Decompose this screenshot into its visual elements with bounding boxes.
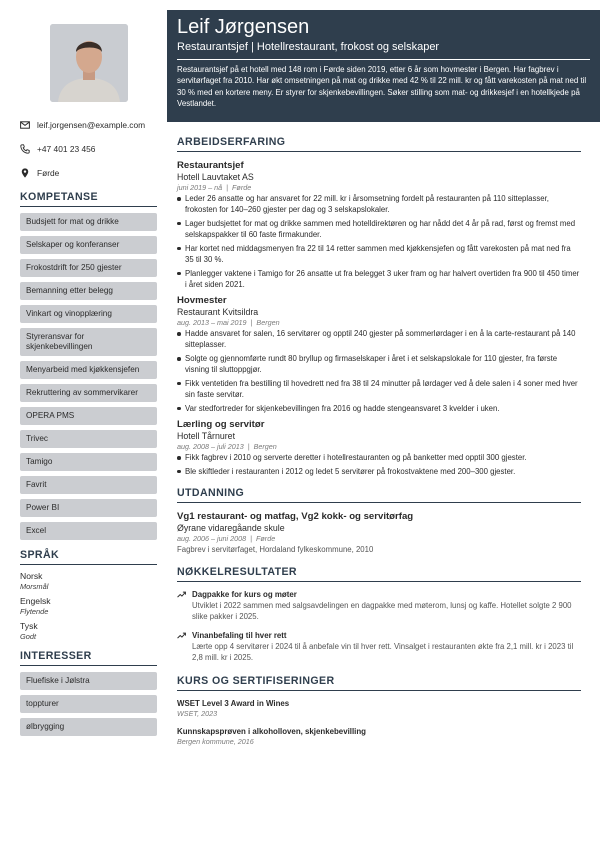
language-level: Godt	[20, 632, 37, 641]
job-title: Hovmester	[177, 295, 227, 307]
mail-icon	[20, 120, 30, 130]
language-name: Engelsk	[20, 596, 51, 606]
job-company: Hotell Lauvtaket AS	[177, 172, 254, 182]
job-title: Lærling og servitør	[177, 419, 265, 431]
meta-separator: |	[250, 318, 253, 328]
interests-section	[20, 650, 157, 736]
skills-heading: KOMPETANSE	[20, 191, 157, 207]
education-degree: Vg1 restaurant- og matfag, Vg2 kokk- og servitørfag	[177, 510, 414, 522]
education-dates: aug. 2006 – juni 2008	[177, 533, 247, 543]
skill-chip: Budsjett for mat og drikke	[20, 213, 157, 231]
certification-name: WSET Level 3 Award in Wines	[177, 698, 290, 708]
contact-email[interactable]	[20, 119, 157, 131]
trending-up-icon	[177, 632, 186, 639]
main-content	[177, 136, 581, 747]
job-bullets	[177, 452, 581, 477]
meta-separator: |	[250, 533, 253, 543]
meta-separator: |	[247, 442, 250, 452]
skill-chip: OPERA PMS	[20, 407, 157, 425]
skill-chip: Menyarbeid med kjøkkensjefen	[20, 361, 157, 379]
phone-icon	[20, 144, 30, 154]
job-dates: juni 2019 – nå	[177, 183, 223, 192]
languages-section	[20, 549, 157, 641]
contact-list	[20, 119, 157, 179]
skill-chip: Trivec	[20, 430, 157, 448]
job-bullet: Har kortet ned middagsmenyen fra 22 til 14 retter sammen med kjøkkensjefen og fått varekosten på mat ned fra 35 til 30 %.	[177, 243, 581, 265]
education-location: Førde	[256, 533, 276, 543]
job-bullet: Fikk fagbrev i 2010 og serverte deretter i hotellrestauranten og på banketter med opptil 300 gjester.	[177, 452, 581, 463]
contact-location	[20, 167, 157, 179]
avatar-photo-icon	[50, 24, 128, 102]
job-bullet: Leder 26 ansatte og har ansvaret for 22 mill. kr i årsomsetning fordelt på restauranten på 110 sitteplasser, frokosten for 140–260 gjester per dag og 3 selskapslokaler.	[177, 193, 581, 215]
job-meta	[177, 442, 581, 452]
profile-photo	[50, 24, 128, 102]
language-level: Morsmål	[20, 582, 49, 591]
email-text: leif.jorgensen@example.com	[37, 120, 146, 130]
education-note: Fagbrev i servitørfaget, Hordaland fylkeskommune, 2010	[177, 544, 374, 554]
achievement-title: Dagpakke for kurs og møter	[192, 589, 297, 599]
person-name: Leif Jørgensen	[177, 16, 310, 38]
skill-chip: Vinkart og vinopplæring	[20, 305, 157, 323]
job-bullets	[177, 193, 581, 290]
header-divider	[177, 59, 590, 60]
language-name: Tysk	[20, 621, 38, 631]
achievement-item	[177, 630, 581, 664]
achievement-body	[192, 630, 581, 664]
skill-chip: Favrit	[20, 476, 157, 494]
certification-meta: WSET, 2023	[177, 708, 218, 718]
header-banner	[167, 10, 600, 122]
job-bullet: Fikk ventetiden fra bestilling til hovedrett ned fra 38 til 24 minutter på lørdager ved å dele salen i 4 soner med hver sin faste servitør.	[177, 378, 581, 400]
education-section	[177, 487, 581, 555]
job-bullet: Planlegger vaktene i Tamigo for 26 ansatte ut fra belegget 3 uker fram og har halvert overtiden fra 900 til 450 timer i året siden 2021.	[177, 268, 581, 290]
skill-chip: Power BI	[20, 499, 157, 517]
job-title: Restaurantsjef	[177, 160, 244, 171]
education-meta	[177, 534, 581, 544]
language-name: Norsk	[20, 571, 43, 581]
language-item	[20, 571, 157, 591]
job-location: Bergen	[253, 442, 277, 452]
skills-section	[20, 191, 157, 540]
job-bullet: Hadde ansvaret for salen, 16 servitører og opptil 240 gjester på sommerlørdager i en å la carte-restaurant på 140 sitteplasser.	[177, 328, 581, 350]
skill-chip: Tamigo	[20, 453, 157, 471]
interests-list	[20, 672, 157, 736]
location-text: Førde	[37, 168, 60, 178]
achievement-title: Vinanbefaling til hver rett	[192, 630, 287, 640]
map-pin-icon	[20, 168, 30, 178]
achievements-section	[177, 566, 581, 664]
skill-chip: Styreransvar for skjenkebevillingen	[20, 328, 157, 356]
interest-chip: Fluefiske i Jølstra	[20, 672, 157, 690]
education-school: Øyrane vidaregåande skule	[177, 522, 285, 533]
language-item	[20, 596, 157, 616]
skill-chip: Excel	[20, 522, 157, 540]
languages-list	[20, 571, 157, 641]
meta-separator: |	[226, 183, 229, 192]
skill-chip: Bemanning etter belegg	[20, 282, 157, 300]
phone-text: +47 401 23 456	[37, 144, 96, 154]
interest-chip: ølbrygging	[20, 718, 157, 736]
job-entry	[177, 295, 581, 414]
achievements-heading: NØKKELRESULTATER	[177, 566, 581, 582]
experience-heading: ARBEIDSERFARING	[177, 136, 581, 152]
experience-section	[177, 136, 581, 477]
job-entry	[177, 419, 581, 477]
certification-item	[177, 698, 581, 719]
job-bullet: Ble skiftleder i restauranten i 2012 og ledet 5 servitører på frokostvaktene med 200–300 gjester.	[177, 466, 581, 477]
trending-up-icon	[177, 591, 186, 598]
achievement-desc: Utviklet i 2022 sammen med salgsavdelingen en dagpakke med møterom, lunsj og kaffe. Hotellet solgte 2 900 slike pakker i 2025.	[192, 600, 572, 622]
language-level: Flytende	[20, 607, 49, 616]
contact-phone[interactable]	[20, 143, 157, 155]
skill-chip: Frokostdrift for 250 gjester	[20, 259, 157, 277]
achievement-body	[192, 589, 581, 623]
skills-list	[20, 213, 157, 540]
job-bullets	[177, 328, 581, 414]
certification-name: Kunnskapsprøven i alkoholloven, skjenkebevilling	[177, 726, 366, 736]
certification-item	[177, 726, 581, 747]
job-meta	[177, 318, 581, 328]
job-bullet: Solgte og gjennomførte rundt 80 bryllup og firmaselskaper i året i et selskapslokale for 110 gjester, fra første visning til sluttoppgjør.	[177, 353, 581, 375]
job-dates: aug. 2008 – juli 2013	[177, 442, 244, 452]
job-bullet: Var stedfortreder for skjenkebevillingen fra 2016 og hadde stengeansvaret 3 kvelder i uken.	[177, 403, 581, 414]
job-location: Bergen	[256, 318, 280, 328]
job-meta	[177, 183, 581, 193]
languages-heading: SPRÅK	[20, 549, 157, 565]
education-entry	[177, 511, 581, 555]
certification-meta: Bergen kommune, 2016	[177, 736, 254, 746]
achievement-desc: Lærte opp 4 servitører i 2024 til å anbefale vin til hver rett. Vinsalget i restauranten økte fra 2,1 mill. kr i 2023 til 2,8 mill. kr i 2025.	[192, 641, 574, 663]
job-company: Hotell Tårnuret	[177, 431, 236, 442]
achievement-item	[177, 589, 581, 623]
job-bullet: Lager budsjettet for mat og drikke sammen med hotelldirektøren og har nådd det 4 år på rad, først og fremst med selskapspakker til 60 faste firmakunder.	[177, 218, 581, 240]
certifications-section	[177, 675, 581, 747]
interest-chip: toppturer	[20, 695, 157, 713]
skill-chip: Selskaper og konferanser	[20, 236, 157, 254]
education-heading: UTDANNING	[177, 487, 581, 503]
skill-chip: Rekruttering av sommervikarer	[20, 384, 157, 402]
person-headline: Restaurantsjef | Hotellrestaurant, frokost og selskaper	[177, 41, 440, 53]
sidebar	[20, 24, 157, 741]
certifications-heading: KURS OG SERTIFISERINGER	[177, 675, 581, 691]
interests-heading: INTERESSER	[20, 650, 157, 666]
job-location: Førde	[232, 183, 252, 192]
person-summary: Restaurantsjef på et hotell med 148 rom i Førde siden 2019, etter 6 år som hovmester i Bergen. Har fagbrev i servitørfaget fra 2010. Har økt omsetningen på mat og drikke med 42 % til 22 mill. kr og fått varekosten på mat ned til 30 % med en kortere meny. Er styrer for skjenkebevillingen. Søker stilling som mat- og drikkesjef i en hotellkjede på Vestlandet.	[177, 65, 587, 108]
job-dates: aug. 2013 – mai 2019	[177, 318, 247, 328]
language-item	[20, 621, 157, 641]
job-company: Restaurant Kvitsildra	[177, 307, 259, 318]
job-entry	[177, 160, 581, 290]
